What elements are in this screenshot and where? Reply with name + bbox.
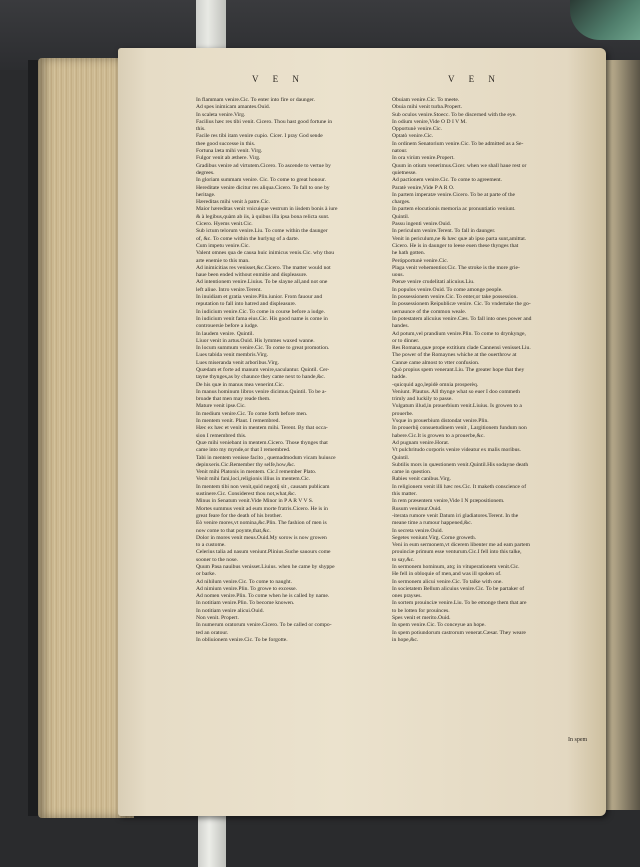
ruler-top xyxy=(196,0,226,48)
text-line: In sortem prouinciæ venire.Liu. To be emonge them that are xyxy=(392,600,527,607)
text-line: uous. xyxy=(392,272,404,279)
text-line: Fortuna læta mihi venit. Virg. xyxy=(196,148,263,155)
text-line: Mortes summus venit ad eum morte fratris.Cicero. He is in xyxy=(196,505,328,512)
text-line: Gradibus venire ad virtutem.Cicero. To ascende to vertue by xyxy=(196,162,331,169)
text-line: Sub oculos venire.Stoecc. To be discerned with the eye. xyxy=(392,111,517,118)
text-line: In prouerbij consuetudinem venit , Largitionem fundum non xyxy=(392,425,527,432)
text-line: Venit mihi Platonis in mentem. Cic.I remember Plato. xyxy=(196,469,317,476)
text-line: hadde. xyxy=(392,374,407,381)
text-line: -quicquid ago,lepidè omnia prosperèq. xyxy=(392,381,479,388)
text-line: In odium venire,Vide O D I V M. xyxy=(392,118,467,125)
text-line: now come to that poynte,that,&c. xyxy=(196,527,271,534)
text-line: controuersie before a iudge. xyxy=(196,323,259,330)
text-line: Quæ mihi veniebant in mentem.Cicero. Those thynges that xyxy=(196,439,328,446)
text-line: haue been ended without enmitie and displeasure. xyxy=(196,272,308,279)
text-line: Ad inimicitias res venisset,&c.Cicero. The matter would not xyxy=(196,264,331,271)
text-line: Obuia mihi venit turba.Propert. xyxy=(392,104,463,111)
text-line: In medium venire.Cic. To come forth before men. xyxy=(196,410,308,417)
text-line: Cicero. He is in daunger to leese euen these thynges that xyxy=(392,242,519,249)
text-line: heritage. xyxy=(196,191,216,198)
text-line: Cannæ came almost to vtter confusion. xyxy=(392,359,480,366)
text-line: Fulgor venit ab æthere. Virg. xyxy=(196,155,261,162)
text-line: Veniunt. Plautus. All thynge what so euer I doo commeth xyxy=(392,388,520,395)
text-line: Dolor in mores venit meus.Ouid.My sorow is now growen xyxy=(196,534,327,541)
text-line: In periculum venire.Terent. To fall in daunger. xyxy=(392,228,496,235)
text-line: In notitiam venire.Plin. To become knowen. xyxy=(196,600,295,607)
text-line: Maior hæreditas venit vnicuique vestrum in iisdem bonis à iure xyxy=(196,206,338,213)
text-line: In inuidiam et gratia venire.Plin.iunior. From fauour and xyxy=(196,294,323,301)
text-line: came in question. xyxy=(392,469,432,476)
text-line: Ad pactionem venire.Cic. To come to agreement. xyxy=(392,177,502,184)
text-line: Pœnæ venire crudelitati alicuius.Liu. xyxy=(392,279,475,286)
text-line: Quædam et forte ad manum venire,saculantur. Quintil. Cer- xyxy=(196,366,330,373)
text-line: In manus hominum libros venire dicimus.Quintil. To be a- xyxy=(196,388,327,395)
text-line: Perópportunè venire.Cic. xyxy=(392,257,449,264)
text-line: Valent omnes qua de causa huic inimicus venis.Cic. why thou xyxy=(196,250,335,257)
text-line: Ad nimium venire.Plin. To growe to excesse. xyxy=(196,585,297,592)
text-line: Ad pugnam venire.Horat. xyxy=(392,439,450,446)
text-line: In notitiam venire alicui.Ouid. xyxy=(196,607,264,614)
text-line: Plaga venit vehementior.Cic. The stroke is the more grie- xyxy=(392,264,520,271)
text-line: Eò venire mores,vt nomina,&c.Plin. The fashion of men is xyxy=(196,520,327,527)
text-line: Ad intentionem venire.Liuius. To be slayne all,and not one xyxy=(196,279,328,286)
text-line: this matter. xyxy=(392,491,417,498)
text-line: handes. xyxy=(392,323,409,330)
text-line: Sub ictum telorum venire.Liu. To come within the daunger xyxy=(196,228,328,235)
text-line: Segetes veniunt.Virg. Corne groweth. xyxy=(392,534,477,541)
text-line: Paratè venire,Vide P A R O. xyxy=(392,184,455,191)
text-line: In gloriam summam venire. Cic. To come to great honour. xyxy=(196,177,326,184)
text-line: broade that men may reade them. xyxy=(196,396,271,403)
text-line: to a custome. xyxy=(196,542,226,549)
text-line: or to dinner. xyxy=(392,337,420,344)
text-line: Ad potum,vel prandium venire.Plin. To come to drynkynge, xyxy=(392,330,526,337)
text-line: Cum impetu venire.Cic. xyxy=(196,242,250,249)
text-line: left aliue. Intro venire.Terent. xyxy=(196,286,262,293)
text-line: In societatem Bellum alicuius venire.Cic. To be partaker of xyxy=(392,585,525,592)
text-line: In iudicium venit fama eius.Cic. His good name is come in xyxy=(196,315,328,322)
text-line: In iudicium venire.Cic. To come in course before a iudge. xyxy=(196,308,326,315)
text-line: Hæreditas mihi venit à patre.Cic. xyxy=(196,199,270,206)
text-line: Venit in periculum,ne & hæc quæ ab ipso parta sunt,amittat. xyxy=(392,235,527,242)
text-line: Ad nomen venire.Plin. To come when he is called by name. xyxy=(196,593,330,600)
running-head-right: V E N xyxy=(448,74,501,84)
text-line: The power of the Romaynes whiche at the ouerthrow at xyxy=(392,352,517,359)
text-line: In numerum oratorum venire.Cicero. To be called or compo- xyxy=(196,622,332,629)
text-line: Veni in eum sermonem,vt dicerem libenter me ad eam partem xyxy=(392,542,530,549)
right-text-column xyxy=(392,97,590,765)
text-line: In sermonem alicui venire.Cic. To talke with one. xyxy=(392,578,503,585)
text-line: Minus in Senatum venit.Vide Minor in P A R V V S. xyxy=(196,498,314,505)
text-line: Lues tabida venit membris.Virg. xyxy=(196,352,269,359)
text-line: Quum Pasa nauibus venisset.Liuius. when he came by shyppe xyxy=(196,564,335,570)
text-line: arte enemie to this man. xyxy=(196,257,250,264)
text-line: ted an oratour. xyxy=(196,629,229,636)
text-line: In mentem venit. Plaut. I remembred. xyxy=(196,418,280,425)
text-line: sooner to the nose. xyxy=(196,556,238,563)
text-line: he hath gotten. xyxy=(392,250,426,257)
text-line: In spem venire.Cic. To conceyue an hope. xyxy=(392,622,486,629)
text-line: In laudem venire. Quintil. xyxy=(196,330,254,337)
ruler-bottom xyxy=(198,812,226,867)
text-line: In locum summum venire.Cic. To come to great promotion. xyxy=(196,345,330,352)
text-line: uernaunce of the common weale. xyxy=(392,308,467,315)
text-line: of, &c. To come within the hurlyng of a darte. xyxy=(196,235,299,242)
text-line: trimly and luckily to passe. xyxy=(392,396,453,403)
text-line: Quò propius spem venerant.Liu. The greater hope that they xyxy=(392,366,525,373)
text-line: Optatò venire.Cic. xyxy=(392,133,434,140)
text-line: In rem præsentem venire,Vide I N præpositionem. xyxy=(392,498,505,505)
text-line: In sermonem hominum, atq; in vituperationem venit.Cic. xyxy=(392,564,520,570)
text-line: tayne thynges,as by chaunce they came next to hande,&c. xyxy=(196,374,326,381)
text-line: In partem imperatæ venire.Cicero. To be at parte of the xyxy=(392,191,515,198)
text-line: Obuiam venire.Cic. To meete. xyxy=(392,97,460,103)
text-line: In ordinem Senatorium venire.Cic. To be admitted as a Se- xyxy=(392,140,524,147)
text-line: Cicero. Hyems venit.Cic. xyxy=(196,221,253,228)
text-line: or barke. xyxy=(196,571,216,578)
text-line: Ad nihilum venire.Cic. To come to naught. xyxy=(196,578,292,585)
text-line: Hereditate venire dicitur res aliqua.Cicero. To fall to one by xyxy=(196,184,330,191)
text-line: Non venit. Propert. xyxy=(196,615,239,622)
text-line: In secreta venire.Ouid. xyxy=(392,527,443,534)
text-line: In possessionem Reipublicæ venire. Cic. To vndertake the go- xyxy=(392,301,531,308)
text-line: -iterata rumore venit Datum iri gladiatores.Terent. In the xyxy=(392,512,519,519)
text-line: Vt pulchritudo corporis venire videatur ex malis moribus. xyxy=(392,447,521,454)
text-line: Facilius hæc res tibi venit. Cicero. Thou hast good fortune in xyxy=(196,118,332,125)
text-line: sion I remembred this. xyxy=(196,432,247,439)
text-line: Ad spes inimicam amantes.Ouid. xyxy=(196,104,271,111)
text-line: Tabi in mentem venisse facito , quemadmodum vicam huiusce xyxy=(196,454,336,461)
text-line: In scaleta venire.Virg. xyxy=(196,111,246,118)
text-line: In populos venire.Ouid. To come amonge people. xyxy=(392,286,503,293)
text-line: degrees. xyxy=(196,169,215,176)
text-line: thee good successe in this. xyxy=(196,140,256,147)
running-head-left: V E N xyxy=(252,74,305,84)
text-line: Quintil. xyxy=(392,454,410,461)
text-line: to be lotten for prouinces. xyxy=(392,607,450,614)
text-line: Rusum venimur.Ouid. xyxy=(392,505,442,512)
text-line: Venit mihi fani,loci,religionis illius in mentem.Cic. xyxy=(196,476,311,483)
text-line: Res Romana,quæ prope extitium clade Cannensi venisset.Liu. xyxy=(392,345,531,352)
text-line: In flammam venire.Cic. To enter into fire or daunger. xyxy=(196,97,315,103)
text-line: depinxeris.Cic.Remember thy selfe,how,&c. xyxy=(196,461,296,468)
text-line: Facile res tibi itam venire cupio. Cicer. I pray God sende xyxy=(196,133,323,140)
text-line: Passu ingenti venire.Ouid. xyxy=(392,221,452,228)
text-line: sustinere.Cic. Considerest thou not,what,&c. xyxy=(196,491,297,498)
catchword: In spem xyxy=(568,737,588,743)
text-line: Opportunè venire.Cic. xyxy=(392,126,442,133)
text-line: In potestatem alicuius venire.Cæs. To fall into ones power and xyxy=(392,315,532,322)
text-line: great feare for the death of his brother. xyxy=(196,512,283,519)
text-line: Vulgatum illud,in prouerbium venit.Liuius. Is growen to a xyxy=(392,403,522,410)
text-line: Mature venit ipse.Cic. xyxy=(196,403,246,410)
text-line: ones prayses. xyxy=(392,593,422,600)
text-line: In religionem venit illi hæc res.Cic. It maketh conscience of xyxy=(392,483,527,490)
text-line: Spes venit et merito.Ouid. xyxy=(392,615,451,622)
text-line: meane time a rumour happened,&c. xyxy=(392,520,473,527)
text-line: prouerbe. xyxy=(392,410,414,417)
text-line: & à legibus,quàm ab iis, à quibus illa ipsa bona relicta sunt. xyxy=(196,213,330,220)
text-line: reputation to fall into hatred and displeasure. xyxy=(196,301,297,308)
text-line: in hope,&c. xyxy=(392,636,419,643)
text-line: came into my mynde,or that I remembred. xyxy=(196,447,291,454)
left-text-column xyxy=(196,97,388,765)
text-line: In mentem tibi non venit,quid negotij sit , causam publicam xyxy=(196,483,330,490)
text-line: He fell in obloquie of men,and was ill spoken of. xyxy=(392,571,502,578)
text-line: this. xyxy=(196,126,206,133)
text-line: habere.Cic.It is growen to a prouerbe,&c. xyxy=(392,432,485,439)
text-line: to say,&c. xyxy=(392,556,415,563)
text-line: In partem elocutionis memoria ac pronuntiatio veniunt. xyxy=(392,206,516,213)
text-line: Quum in otium venerimus.Cicer. when we shall haue rest or xyxy=(392,162,527,169)
text-line: natour. xyxy=(392,148,408,155)
text-line: In possessionem venire.Cic. To enter,or take possession. xyxy=(392,294,518,301)
text-line: In obliuionem venire.Cic. To be forgotte. xyxy=(196,636,288,643)
text-line: Hæc ex hæc et venit in mentem mihi. Terent. By that occa- xyxy=(196,425,328,432)
text-line: In ora virùm venire.Propert. xyxy=(392,155,455,162)
text-line: Celerius talia ad nasum veniunt.Plinius.Suche sauours come xyxy=(196,549,331,556)
text-line: Vsque in prouerbium distondat venire.Plin. xyxy=(392,418,489,425)
text-line: In spem potiundorum castrorum venerat.Cæsar. They weare xyxy=(392,629,526,636)
page-gutter xyxy=(600,60,640,810)
text-line: quietnesse. xyxy=(392,169,417,176)
text-line: Lues miseranda venit arboribus.Virg. xyxy=(196,359,279,366)
text-line: charges. xyxy=(392,199,411,206)
text-line: Rabies venit canibus.Virg. xyxy=(392,476,451,483)
text-line: Quintil. xyxy=(392,213,410,220)
text-line: Subtilis mors in quæstionem venit.Quintil.His sodayne death xyxy=(392,461,529,468)
text-line: prouinciæ primum esse venturum.Cic.I fell into this talke, xyxy=(392,549,522,556)
text-line: Liuor venit in artus.Ouid. His lymmes waxed wanne. xyxy=(196,337,315,344)
text-line: De his quæ in manus mea venerint.Cic. xyxy=(196,381,284,388)
